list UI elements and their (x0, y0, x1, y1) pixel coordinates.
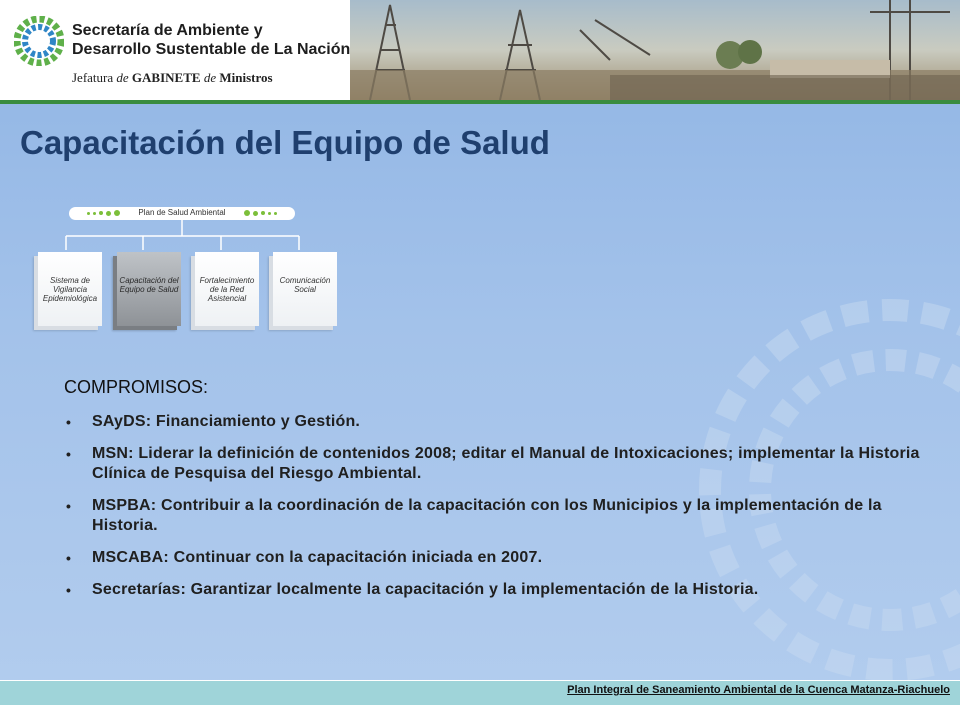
bullet-icon: • (66, 446, 72, 462)
list-item-text: SAyDS: Financiamiento y Gestión. (92, 413, 361, 430)
org-chart-root (69, 207, 295, 220)
bullet-icon: • (66, 498, 72, 514)
section-heading: COMPROMISOS: (64, 377, 209, 397)
org-box-label: Capacitación del Equipo de Salud (119, 276, 179, 294)
list-item (64, 580, 924, 600)
logo-block (0, 0, 350, 100)
org-box-vigilancia (38, 252, 102, 326)
decorative-dots (244, 210, 277, 216)
bullet-icon: • (66, 550, 72, 566)
bullet-list (64, 412, 924, 612)
header-photo (350, 0, 960, 100)
list-item-text: MSN: Liderar la definición de contenidos 2008; editar el Manual de Intoxicaciones; implementar la Historia Clínica de Pesquisa del Riesgo Ambiental. (92, 445, 920, 482)
bullet-icon: • (66, 582, 72, 598)
harbor-photo-image (350, 0, 960, 100)
org-name-line2: Desarrollo Sustentable de La Nación (72, 41, 351, 58)
org-box-fortalecimiento (195, 252, 259, 326)
list-item (64, 496, 924, 536)
list-item (64, 412, 924, 432)
list-item-text: MSCABA: Continuar con la capacitación iniciada en 2007. (92, 549, 543, 566)
org-box-comunicacion (273, 252, 337, 326)
org-sub-part: Jefatura (72, 70, 117, 85)
list-item (64, 444, 924, 484)
footer-text: Plan Integral de Saneamiento Ambiental de la Cuenca Matanza-Riachuelo (567, 684, 950, 696)
org-sub-part: de (203, 70, 217, 85)
org-name-line1: Secretaría de Ambiente y (72, 22, 263, 39)
list-item (64, 548, 924, 568)
org-box-label: Fortalecimiento de la Red Asistencial (199, 276, 255, 303)
page-title: Capacitación del Equipo de Salud (20, 124, 550, 161)
bullet-icon: • (66, 414, 72, 430)
header (0, 0, 960, 104)
list-item-text: Secretarías: Garantizar localmente la capacitación y la implementación de la Historia. (92, 581, 759, 598)
header-divider (0, 100, 960, 104)
org-sub-part: GABINETE (128, 70, 204, 85)
list-item-text: MSPBA: Contribuir a la coordinación de la capacitación con los Municipios y la implementación de la Historia. (92, 497, 882, 534)
org-sub-part: Ministros (216, 70, 273, 85)
org-chart-root-label: Plan de Salud Ambiental (138, 208, 226, 217)
org-sub-part: de (116, 70, 129, 85)
org-box-label: Comunicación Social (279, 276, 331, 294)
org-subtitle (72, 70, 273, 86)
org-box-capacitacion (117, 252, 181, 326)
sun-ring-logo-icon (14, 16, 64, 66)
org-box-label: Sistema de Vigilancia Epidemiológica (42, 276, 98, 303)
